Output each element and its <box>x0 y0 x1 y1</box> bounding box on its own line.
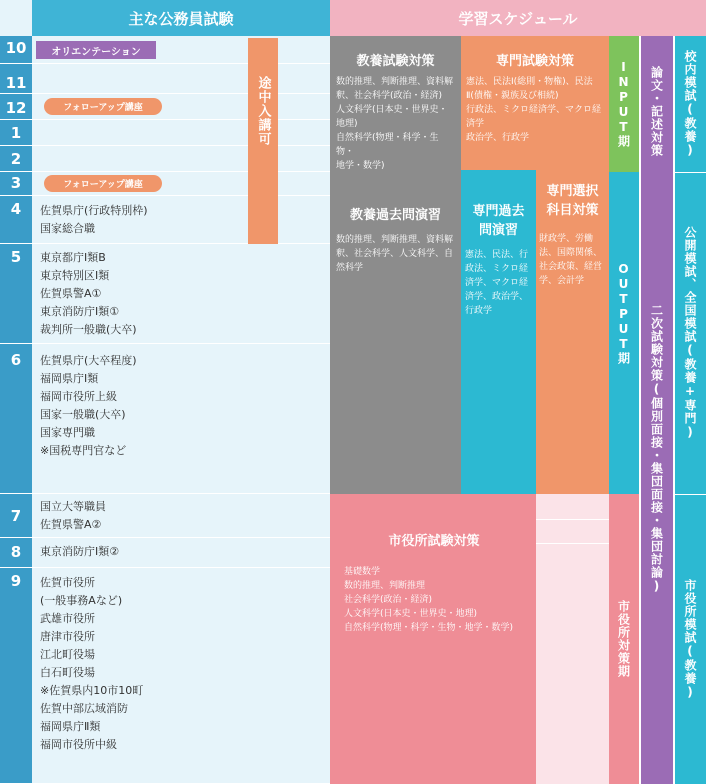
senmon-kako-line: 済学、政治学、 <box>465 292 529 302</box>
kyoyo-kako-title: 教養過去問演習 <box>349 208 441 223</box>
exam-item: 東京特別区Ⅰ類 <box>40 269 110 282</box>
shiyakusho-phase: 市役所対策期 <box>609 494 639 784</box>
exam-row-4 <box>32 196 330 244</box>
ronbun-bar: 論文・記述対策 <box>641 36 673 244</box>
exam-item: 佐賀県警A① <box>40 287 102 300</box>
exam-item: 東京都庁Ⅰ類B <box>40 251 106 264</box>
senmon-sentaku-body <box>539 232 606 288</box>
exam-item: 福岡市役所中級 <box>40 738 117 751</box>
senmon-line: 政治学、行政学 <box>466 133 530 143</box>
header-corner <box>0 0 32 36</box>
kyoyo-line: 地理) <box>336 119 358 129</box>
month-11: 11 <box>0 64 32 94</box>
input-phase: INPUT期 <box>609 36 639 172</box>
senmon-sentaku-line: 法、国際関係、 <box>539 248 603 258</box>
senmon-kako-title2: 問演習 <box>478 223 518 238</box>
header-right: 学習スケジュール <box>330 0 706 36</box>
shiyakusho-body <box>344 565 524 635</box>
month-8: 8 <box>0 538 32 568</box>
senmon-sentaku-block <box>536 170 609 494</box>
header-left: 主な公務員試験 <box>32 0 330 36</box>
month-9: 9 <box>0 568 32 784</box>
kyoyo-line: 数的推理、判断推理、資料解 <box>336 77 454 87</box>
konai-moshi: 校内模試(教養) <box>675 36 706 172</box>
exam-item: 東京消防庁Ⅰ類② <box>40 545 120 558</box>
shiyakusho-line: 自然科学(物理・科学・生物・地学・数学) <box>344 623 514 633</box>
senmon-kako-body <box>465 248 532 318</box>
followup-pill-dec: フォローアップ講座 <box>44 98 162 115</box>
exam-row-2 <box>32 146 330 172</box>
midjoin-bar: 途中入講可 <box>248 38 278 244</box>
month-2: 2 <box>0 146 32 172</box>
exam-item: 福岡県庁Ⅰ類 <box>40 372 99 385</box>
exam-item: 国家総合職 <box>40 222 95 235</box>
exam-item: 江北町役場 <box>40 648 95 661</box>
koukai-moshi: 公開模試、全国模試(教養+専門) <box>675 172 706 494</box>
exam-row-8 <box>32 538 330 568</box>
senmon-block <box>461 36 609 170</box>
kyoyo-body <box>336 75 455 173</box>
exam-item: 佐賀県庁(大卒程度) <box>40 354 137 367</box>
kyoyo-line: 地学・数学) <box>336 161 385 171</box>
kyoyo-title: 教養試験対策 <box>356 54 435 69</box>
exam-item: 唐津市役所 <box>40 630 95 643</box>
moshi-divider2 <box>675 494 706 495</box>
shiyakusho-block <box>330 494 536 784</box>
month-7: 7 <box>0 494 32 538</box>
senmon-sentaku-title1: 専門選択 <box>546 184 599 199</box>
senmon-kako-block <box>461 170 536 494</box>
shiyakusho-title: 市役所試験対策 <box>388 534 480 549</box>
exam-row-6 <box>32 344 330 494</box>
shiyakusho-line: 数的推理、判断推理 <box>344 581 426 591</box>
kyoyo-kako-line: 然科学 <box>336 263 364 273</box>
exam-item: ※国税専門官など <box>40 444 127 457</box>
senmon-kako-line: 行政学 <box>465 306 493 316</box>
pink-filler-line2 <box>536 543 609 544</box>
senmon-kako-line: 政法、ミクロ経 <box>465 264 529 274</box>
shiyakusho-moshi: 市役所模試(教養) <box>675 494 706 784</box>
niji-bar: 二次試験対策(個別面接・集団面接・集団討論) <box>641 244 673 784</box>
kyoyo-kako-block <box>330 194 461 494</box>
senmon-kako-line: 済学、マクロ経 <box>465 278 529 288</box>
senmon-sentaku-title2: 科目対策 <box>546 203 599 218</box>
senmon-body <box>466 75 604 145</box>
exam-row-11 <box>32 64 330 94</box>
kyoyo-line: 自然科学(物理・科学・生物・ <box>336 133 439 157</box>
month-1: 1 <box>0 120 32 146</box>
exam-item: 佐賀県警A② <box>40 518 102 531</box>
pink-filler <box>536 494 609 784</box>
shiyakusho-line: 人文科学(日本史・世界史・地理) <box>344 609 478 619</box>
kyoyo-kako-line: 数的推理、判断推理、資料解 <box>336 235 454 245</box>
exam-row-1 <box>32 120 330 146</box>
month-5: 5 <box>0 244 32 344</box>
exam-row-5 <box>32 244 330 344</box>
exam-item: 佐賀市役所 <box>40 576 95 589</box>
month-3: 3 <box>0 172 32 196</box>
exam-item: 白石町役場 <box>40 666 95 679</box>
exam-item: 東京消防庁Ⅰ類① <box>40 305 120 318</box>
kyoyo-kako-line: 釈、社会科学、人文科学、自 <box>336 249 454 259</box>
senmon-title: 専門試験対策 <box>495 54 574 69</box>
followup-pill-mar: フォローアップ講座 <box>44 175 162 192</box>
shiyakusho-line: 社会科学(政治・経済) <box>344 595 433 605</box>
senmon-line: 行政法、ミクロ経済学、マクロ経 <box>466 105 602 115</box>
month-4: 4 <box>0 196 32 244</box>
senmon-sentaku-line: 財政学、労働 <box>539 234 594 244</box>
month-6: 6 <box>0 344 32 494</box>
exam-item: 国家一般職(大卒) <box>40 408 126 421</box>
senmon-sentaku-line: 学、会計学 <box>539 276 585 286</box>
senmon-kako-line: 憲法、民法、行 <box>465 250 529 260</box>
kyoyo-line: 人文科学(日本史・世界史・ <box>336 105 448 115</box>
kyoyo-line: 釈、社会科学(政治・経済) <box>336 91 443 101</box>
shiyakusho-line: 基礎数学 <box>344 567 381 577</box>
exam-item: 福岡県庁Ⅱ類 <box>40 720 101 733</box>
exam-item: ※佐賀県内10市10町 <box>40 684 144 697</box>
exam-item: (一般事務Aなど) <box>40 594 123 607</box>
exam-item: 国立大等職員 <box>40 500 106 513</box>
exam-item: 裁判所一般職(大卒) <box>40 323 137 336</box>
exam-row-9 <box>32 568 330 784</box>
exam-item: 武雄市役所 <box>40 612 95 625</box>
month-12: 12 <box>0 94 32 120</box>
senmon-line: 憲法、民法Ⅰ(総則・物権)、民法 <box>466 77 593 87</box>
exam-item: 福岡市役所上級 <box>40 390 117 403</box>
exam-item: 佐賀県庁(行政特別枠) <box>40 204 148 217</box>
month-10: 10 <box>0 36 32 64</box>
moshi-divider1 <box>675 172 706 173</box>
kyoyo-kako-body <box>336 233 455 275</box>
output-phase: OUTPUT期 <box>609 172 639 494</box>
exam-item: 佐賀中部広域消防 <box>40 702 128 715</box>
senmon-kako-title1: 専門過去 <box>472 204 525 219</box>
orientation-pill: オリエンテーション <box>36 41 156 59</box>
senmon-sentaku-line: 社会政策、経営 <box>539 262 603 272</box>
senmon-line: 済学 <box>466 119 485 129</box>
pink-filler-line1 <box>536 519 609 520</box>
exam-row-7 <box>32 494 330 538</box>
kyoyo-block <box>330 36 461 194</box>
senmon-line: Ⅱ(債権・親族及び相続) <box>466 91 559 101</box>
exam-item: 国家専門職 <box>40 426 95 439</box>
